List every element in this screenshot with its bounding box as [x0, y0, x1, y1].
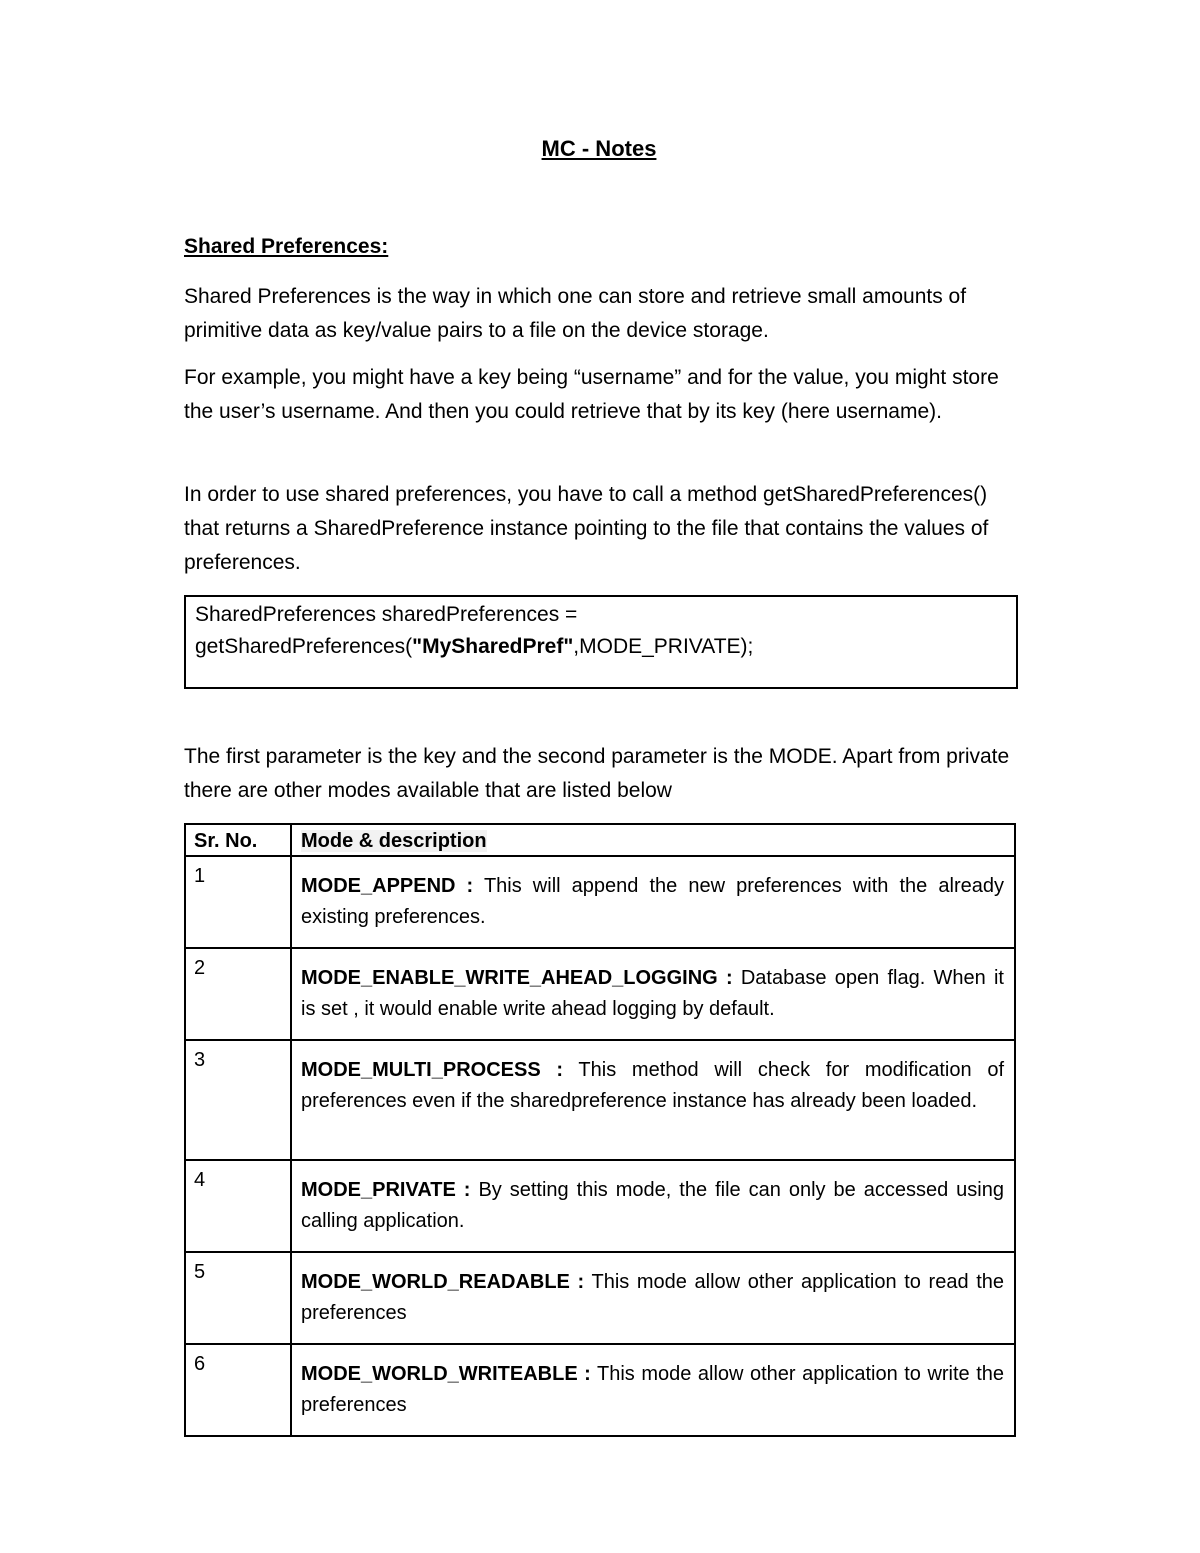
row-description [291, 1160, 1015, 1252]
paragraph-modes-intro: The first parameter is the key and the second parameter is the MODE. Apart from private there are other modes available that are listed below [184, 745, 1010, 802]
code-pref-name: "MySharedPref" [412, 635, 574, 658]
mode-name: MODE_PRIVATE : [301, 1179, 471, 1201]
header-sr-no: Sr. No. [185, 824, 291, 856]
header-mode-description [291, 824, 1015, 856]
paragraph-example: For example, you might have a key being “username” and for the value, you might store the user’s username. And then you could retrieve that by its key (here username). [184, 366, 999, 423]
mode-name: MODE_WORLD_READABLE : [301, 1271, 585, 1293]
code-call: getSharedPreferences( [195, 635, 413, 658]
mode-text: By setting this mode, the file can only be accessed using calling application. [301, 1179, 1004, 1232]
mode-name: MODE_MULTI_PROCESS : [301, 1059, 564, 1081]
row-number: 4 [185, 1160, 291, 1252]
paragraph-usage: In order to use shared preferences, you have to call a method getSharedPreferences() that returns a SharedPreference instance pointing to the file that contains the values of preferences. [184, 483, 989, 574]
row-number: 1 [185, 856, 291, 948]
document-title: MC - Notes [541, 136, 657, 161]
row-description [291, 1344, 1015, 1436]
table-row [185, 1252, 1015, 1344]
mode-text: This will append the new preferences with the already existing preferences. [301, 875, 1004, 928]
header-mode-description-text: Mode & description [301, 830, 487, 852]
row-number: 2 [185, 948, 291, 1040]
row-description [291, 1040, 1015, 1160]
row-number: 3 [185, 1040, 291, 1160]
mode-name: MODE_ENABLE_WRITE_AHEAD_LOGGING : [301, 967, 733, 989]
mode-text: Database open flag. When it is set , it would enable write ahead logging by default. [301, 967, 1004, 1020]
code-line-2 [195, 631, 1007, 663]
section-heading: Shared Preferences: [184, 235, 389, 258]
code-snippet-box [184, 595, 1018, 689]
code-mode-arg: ,MODE_PRIVATE); [573, 635, 754, 658]
row-number: 5 [185, 1252, 291, 1344]
mode-name: MODE_APPEND : [301, 875, 474, 897]
mode-text: This mode allow other application to write the preferences [301, 1363, 1004, 1416]
paragraph-intro: Shared Preferences is the way in which one can store and retrieve small amounts of primitive data as key/value pairs to a file on the device storage. [184, 285, 967, 342]
table-row [185, 856, 1015, 948]
mode-name: MODE_WORLD_WRITEABLE : [301, 1363, 591, 1385]
table-row [185, 1040, 1015, 1160]
row-number: 6 [185, 1344, 291, 1436]
table-header-row [185, 824, 1015, 856]
row-description [291, 856, 1015, 948]
row-description [291, 948, 1015, 1040]
table-row [185, 948, 1015, 1040]
code-line-1: SharedPreferences sharedPreferences = [195, 603, 578, 626]
table-row [185, 1344, 1015, 1436]
mode-text: This mode allow other application to read the preferences [301, 1271, 1005, 1324]
modes-table [184, 823, 1016, 1437]
row-description [291, 1252, 1015, 1344]
mode-text: This method will check for modification of preferences even if the sharedpreference instance has already been loaded. [301, 1059, 1004, 1112]
table-row [185, 1160, 1015, 1252]
